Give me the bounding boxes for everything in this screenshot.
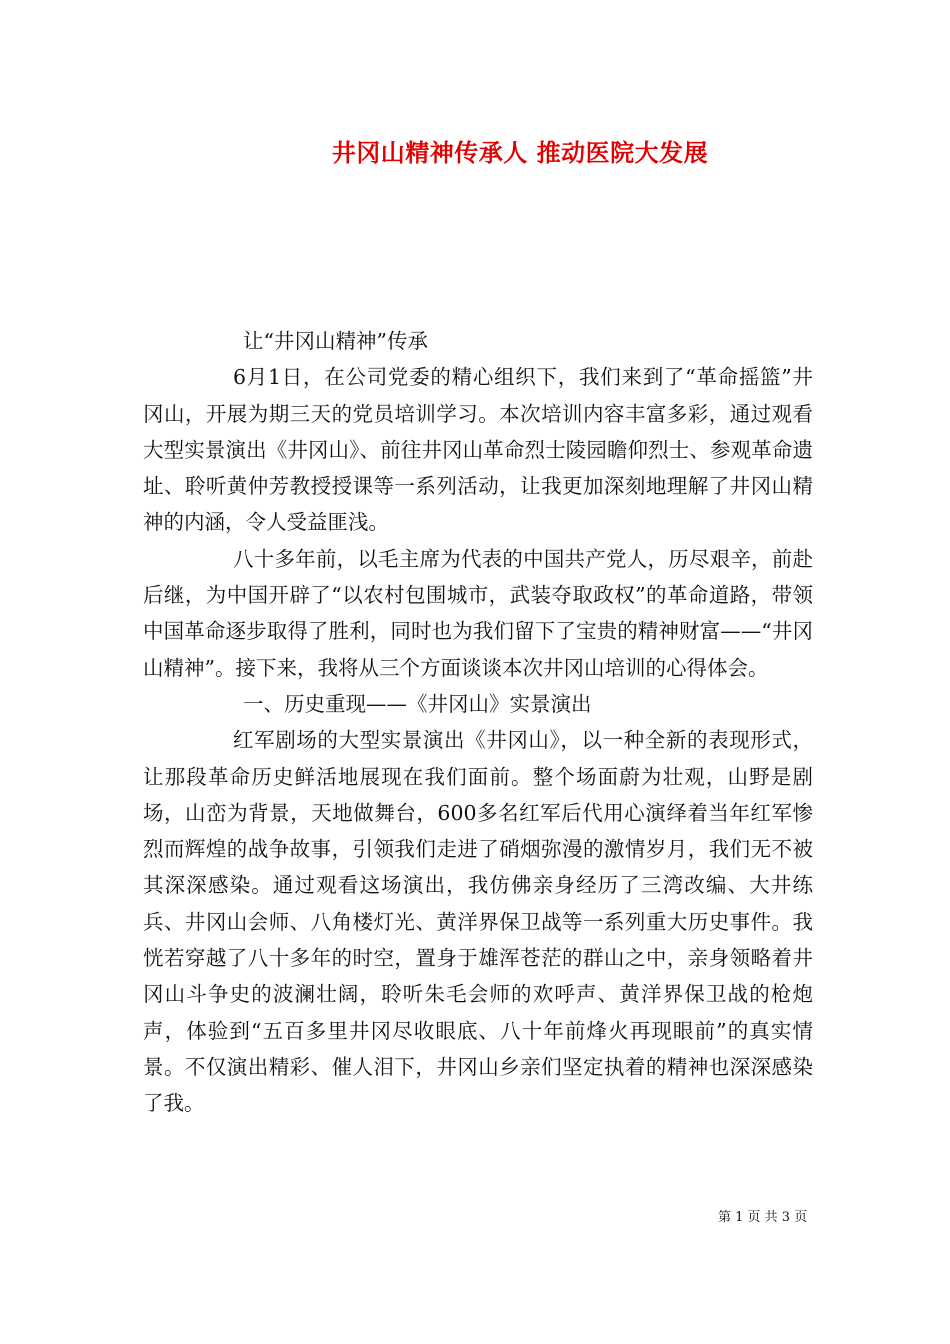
section-heading: 一、历史重现——《井冈山》实景演出 bbox=[243, 691, 592, 716]
document-body bbox=[143, 323, 813, 1122]
paragraph-history: 八十多年前，以毛主席为代表的中国共产党人，历尽艰辛，前赴后继，为中国开辟了“以农村包围城市，武装夺取政权”的革命道路，带领中国革命逐步取得了胜利，同时也为我们留下了宝贵的精神财富——“井冈山精神”。接下来，我将从三个方面谈谈本次井冈山培训的心得体会。 bbox=[143, 546, 813, 680]
page-footer: 第 1 页 共 3 页 bbox=[718, 1210, 808, 1225]
paragraph-intro: 6月1日，在公司党委的精心组织下，我们来到了“革命摇篮”井冈山，开展为期三天的党员培训学习。本次培训内容丰富多彩，通过观看大型实景演出《井冈山》、前往井冈山革命烈士陵园瞻仰烈士、参观革命遗址、聆听黄仲芳教授授课等一系列活动，让我更加深刻地理解了井冈山精神的内涵，令人受益匪浅。 bbox=[143, 365, 813, 535]
paragraph-performance: 红军剧场的大型实景演出《井冈山》，以一种全新的表现形式，让那段革命历史鲜活地展现在我们面前。整个场面蔚为壮观，山野是剧场，山峦为背景，天地做舞台，600多名红军后代用心演绎着当年红军惨烈而辉煌的战争故事，引领我们走进了硝烟弥漫的激情岁月，我们无不被其深深感染。通过观看这场演出，我仿佛亲身经历了三湾改编、大井练兵、井冈山会师、八角楼灯光、黄洋界保卫战等一系列重大历史事件。我恍若穿越了八十多年的时空，置身于雄浑苍茫的群山之中，亲身领略着井冈山斗争史的波澜壮阔，聆听朱毛会师的欢呼声、黄洋界保卫战的枪炮声，体验到“五百多里井冈尽收眼底、八十年前烽火再现眼前”的真实情景。不仅演出精彩、催人泪下，井冈山乡亲们坚定执着的精神也深深感染了我。 bbox=[143, 728, 813, 1116]
page-title: 井冈山精神传承人 推动医院大发展 bbox=[331, 138, 709, 167]
subheading: 让“井冈山精神”传承 bbox=[243, 329, 428, 353]
